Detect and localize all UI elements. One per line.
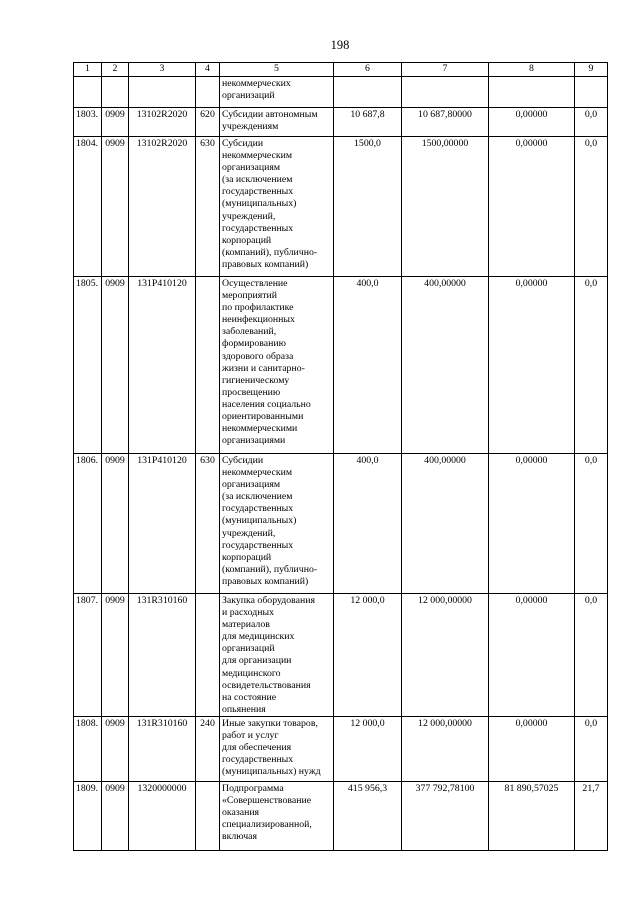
- expense-type-cell: 630: [196, 137, 220, 277]
- percent-cell: 0,0: [575, 594, 608, 717]
- budget-table: [73, 62, 608, 851]
- executed-value-cell: 0,00000: [489, 137, 575, 277]
- target-article-cell: 131P410120: [129, 277, 196, 454]
- description-cell: Субсидии некоммерческим организациям (за исключением государственных (муниципальных) учреждений, государственных корпораций (компаний), публично- правовых компаний): [220, 137, 334, 277]
- plan-value-cell: 12 000,00000: [402, 717, 489, 782]
- expense-type-cell: 630: [196, 454, 220, 594]
- plan-value-cell: 10 687,80000: [402, 108, 489, 137]
- description-cell: Иные закупки товаров, работ и услуг для обеспечения государственных (муниципальных) нужд: [220, 717, 334, 782]
- column-header: 4: [196, 63, 220, 77]
- percent-cell: 0,0: [575, 717, 608, 782]
- description-cell: некоммерческих организаций: [220, 77, 334, 108]
- table-row: [74, 717, 608, 782]
- budget-value-cell: 415 956,3: [334, 782, 402, 851]
- expense-type-cell: [196, 277, 220, 454]
- expense-type-cell: [196, 77, 220, 108]
- column-header: 8: [489, 63, 575, 77]
- section-code-cell: 0909: [102, 454, 129, 594]
- row-number-cell: 1806.: [74, 454, 102, 594]
- percent-cell: [575, 77, 608, 108]
- percent-cell: 21,7: [575, 782, 608, 851]
- target-article-cell: 131P410120: [129, 454, 196, 594]
- table-row: [74, 77, 608, 108]
- plan-value-cell: 1500,00000: [402, 137, 489, 277]
- plan-value-cell: [402, 77, 489, 108]
- target-article-cell: 131R310160: [129, 594, 196, 717]
- target-article-cell: 13102R2020: [129, 108, 196, 137]
- budget-value-cell: 12 000,0: [334, 717, 402, 782]
- budget-value-cell: 10 687,8: [334, 108, 402, 137]
- column-header: 5: [220, 63, 334, 77]
- page-number: 198: [330, 38, 350, 52]
- executed-value-cell: 0,00000: [489, 108, 575, 137]
- expense-type-cell: [196, 594, 220, 717]
- executed-value-cell: 0,00000: [489, 594, 575, 717]
- table-row: [74, 108, 608, 137]
- target-article-cell: [129, 77, 196, 108]
- description-cell: Подпрограмма «Совершенствование оказания специализированной, включая: [220, 782, 334, 851]
- table-row: [74, 594, 608, 717]
- description-cell: Закупка оборудования и расходных материалов для медицинских организаций для организации медицинского освидетельствования на состояние опьянения: [220, 594, 334, 717]
- row-number-cell: 1809.: [74, 782, 102, 851]
- table-row: [74, 782, 608, 851]
- row-number-cell: [74, 77, 102, 108]
- expense-type-cell: 620: [196, 108, 220, 137]
- row-number-cell: 1808.: [74, 717, 102, 782]
- column-header: 1: [74, 63, 102, 77]
- column-number-header: [74, 63, 608, 77]
- percent-cell: 0,0: [575, 137, 608, 277]
- row-number-cell: 1807.: [74, 594, 102, 717]
- table-row: [74, 454, 608, 594]
- executed-value-cell: 0,00000: [489, 454, 575, 594]
- executed-value-cell: 81 890,57025: [489, 782, 575, 851]
- table-row: [74, 277, 608, 454]
- section-code-cell: 0909: [102, 594, 129, 717]
- description-cell: Осуществление мероприятий по профилактике неинфекционных заболеваний, формированию здорового образа жизни и санитарно- гигиеническому просвещению населения социально ориентированными некоммерческими организациями: [220, 277, 334, 454]
- percent-cell: 0,0: [575, 108, 608, 137]
- section-code-cell: 0909: [102, 717, 129, 782]
- column-header: 3: [129, 63, 196, 77]
- budget-value-cell: 400,0: [334, 277, 402, 454]
- expense-type-cell: [196, 782, 220, 851]
- row-number-cell: 1803.: [74, 108, 102, 137]
- column-header: 2: [102, 63, 129, 77]
- column-header: 6: [334, 63, 402, 77]
- percent-cell: 0,0: [575, 277, 608, 454]
- table-row: [74, 137, 608, 277]
- target-article-cell: 131R310160: [129, 717, 196, 782]
- row-number-cell: 1804.: [74, 137, 102, 277]
- description-cell: Субсидии автономным учреждениям: [220, 108, 334, 137]
- section-code-cell: 0909: [102, 137, 129, 277]
- plan-value-cell: 400,00000: [402, 277, 489, 454]
- column-header: 9: [575, 63, 608, 77]
- executed-value-cell: [489, 77, 575, 108]
- plan-value-cell: 400,00000: [402, 454, 489, 594]
- budget-value-cell: 400,0: [334, 454, 402, 594]
- section-code-cell: 0909: [102, 277, 129, 454]
- description-cell: Субсидии некоммерческим организациям (за исключением государственных (муниципальных) учреждений, государственных корпораций (компаний), публично- правовых компаний): [220, 454, 334, 594]
- executed-value-cell: 0,00000: [489, 277, 575, 454]
- plan-value-cell: 377 792,78100: [402, 782, 489, 851]
- section-code-cell: 0909: [102, 108, 129, 137]
- row-number-cell: 1805.: [74, 277, 102, 454]
- budget-value-cell: 12 000,0: [334, 594, 402, 717]
- percent-cell: 0,0: [575, 454, 608, 594]
- target-article-cell: 13102R2020: [129, 137, 196, 277]
- column-header: 7: [402, 63, 489, 77]
- plan-value-cell: 12 000,00000: [402, 594, 489, 717]
- budget-value-cell: [334, 77, 402, 108]
- expense-type-cell: 240: [196, 717, 220, 782]
- section-code-cell: [102, 77, 129, 108]
- section-code-cell: 0909: [102, 782, 129, 851]
- target-article-cell: 1320000000: [129, 782, 196, 851]
- executed-value-cell: 0,00000: [489, 717, 575, 782]
- budget-value-cell: 1500,0: [334, 137, 402, 277]
